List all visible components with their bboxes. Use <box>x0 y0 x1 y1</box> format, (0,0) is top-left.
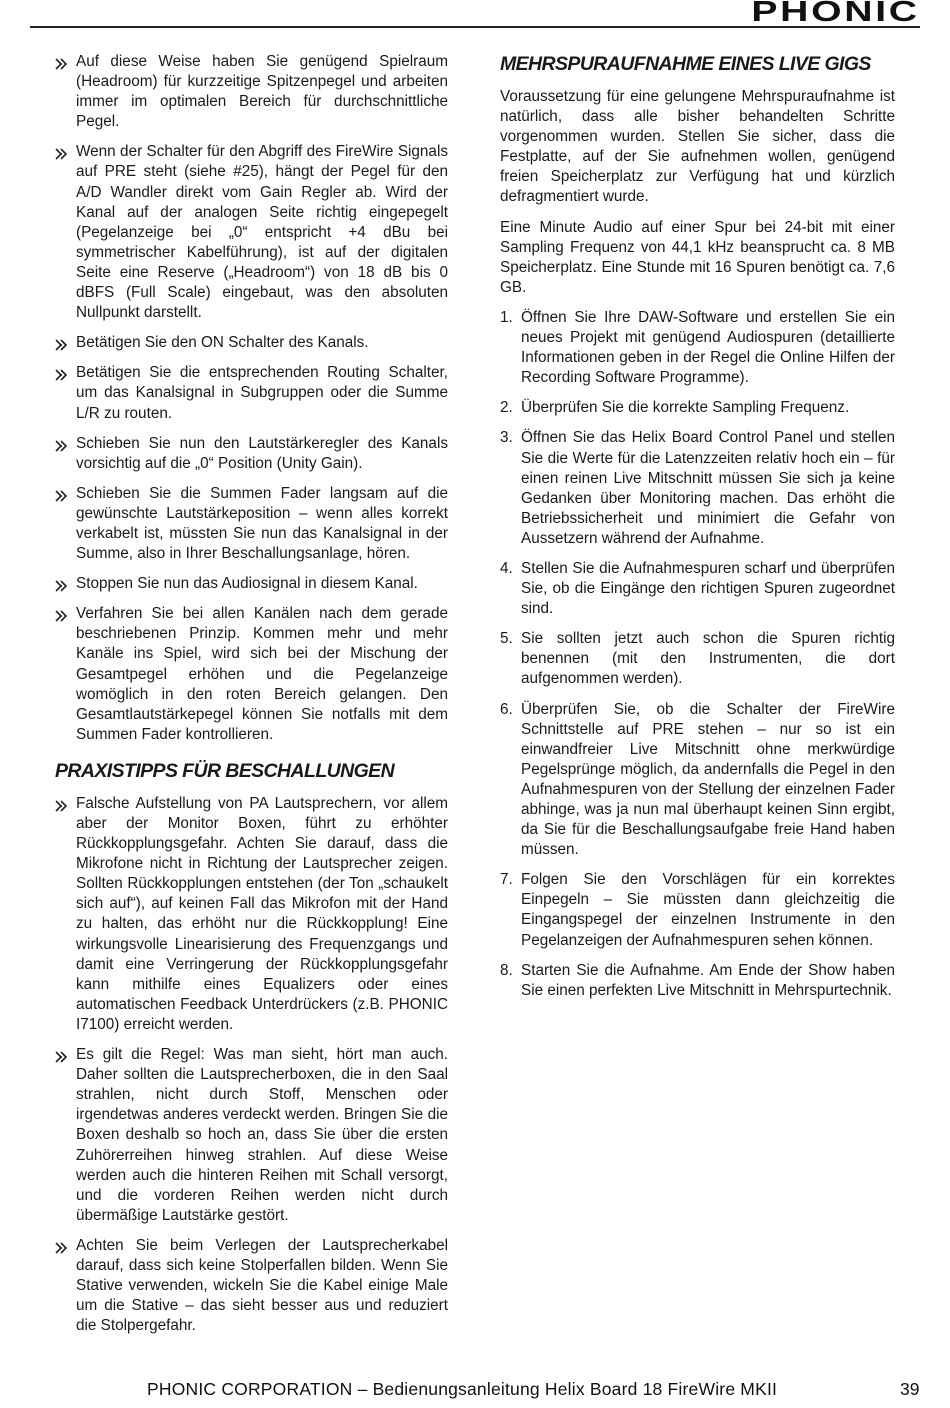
double-chevron-bullet-icon <box>55 1240 68 1252</box>
step-text: Überprüfen Sie, ob die Schalter der FireWire Schnittstelle auf PRE stehen – nur so ist ein einwandfreier Live Mitschnitt ohne merkwürdige Pegelsprünge möglich, da andernfalls die Pegel in den Aufnahmespuren von der Stellung der einzelnen Fader abhinge, was ja nun mal überhaupt keinen Sinn ergibt, da Sie für die Beschallungsaufgabe freie Hand haben müssen. <box>521 700 895 859</box>
step-item <box>500 428 895 549</box>
step-number: 5. <box>500 630 513 648</box>
bullet-text: Schieben Sie die Summen Fader langsam auf die gewünschte Lautstärkeposition – wenn alles korrekt verkabelt ist, müssten Sie nun das Kanalsignal in der Summe, also in Ihrer Beschallungsanlage, hören. <box>76 484 448 563</box>
bullet-text: Es gilt die Regel: Was man sieht, hört man auch. Daher sollten die Lautsprecherboxen, die in den Saal strahlen, nicht durch Stoff, Menschen oder irgendetwas anderes verdeckt werden. Bringen Sie die Boxen deshalb so hoch an, dass Sie über die ersten Zuhörerreihen hinweg strahlen. Auf diese Weise werden auch die hinteren Reihen mit Schall versorgt, und die vorderen Reihen werden nicht durch übermäßige Lautstärke gestört. <box>76 1046 448 1224</box>
bullet-item <box>55 52 448 132</box>
double-chevron-bullet-icon <box>55 337 68 349</box>
bullet-list-b <box>55 794 448 1336</box>
step-item <box>500 870 895 950</box>
step-item <box>500 961 895 1001</box>
bullet-text: Betätigen Sie die entsprechenden Routing Schalter, um das Kanalsignal in Subgruppen oder die Summe L/R zu routen. <box>76 364 448 422</box>
bullet-list-a <box>55 52 448 745</box>
bullet-item <box>55 794 448 1035</box>
step-item <box>500 308 895 388</box>
double-chevron-bullet-icon <box>55 146 68 158</box>
storage-paragraph: Eine Minute Audio auf einer Spur bei 24-bit mit einer Sampling Frequenz von 44,1 kHz beansprucht ca. 8 MB Speicherplatz. Eine Stunde mit 16 Spuren benötigt ca. 7,6 GB. <box>500 218 895 296</box>
bullet-item <box>55 363 448 423</box>
bullet-text: Verfahren Sie bei allen Kanälen nach dem gerade beschriebenen Prinzip. Kommen mehr und mehr Kanäle ins Spiel, wird sich bei der Mischung der Gesamtpegel erhöhen und die Pegelanzeige womöglich in den roten Bereich gelangen. Den Gesamtlautstärkepegel können Sie notfalls mit dem Summen Fader kontrollieren. <box>76 605 448 743</box>
section-title-mehrspur: MEHRSPURAUFNAHME EINES LIVE GIGS <box>500 53 871 75</box>
step-item <box>500 559 895 619</box>
steps-list <box>500 308 895 1001</box>
bullet-text: Wenn der Schalter für den Abgriff des FireWire Signals auf PRE steht (siehe #25), hängt der Pegel für den A/D Wandler direkt vom Gain Regler ab. Wird der Kanal auf der analogen Seite richtig eingepegelt (Pegelanzeige bei „0“ entspricht +4 dBu bei symmetrischer Kabelführung), ist auf der digitalen Seite eine Reserve („Headroom“) von 18 dB bis 0 dBFS (Full Scale) eingebaut, was den absoluten Nullpunkt darstellt. <box>76 143 448 322</box>
bullet-item <box>55 1236 448 1336</box>
right-column <box>500 52 895 1011</box>
step-text: Öffnen Sie Ihre DAW-Software und erstellen Sie ein neues Projekt mit genügend Audiospuren (detaillierte Informationen geben in der Regel die Online Hilfen der Recording Software Programme). <box>521 308 895 387</box>
bullet-item <box>55 333 448 353</box>
double-chevron-bullet-icon <box>55 608 68 620</box>
step-item <box>500 700 895 861</box>
double-chevron-bullet-icon <box>55 438 68 450</box>
step-text: Starten Sie die Aufnahme. Am Ende der Show haben Sie einen perfekten Live Mitschnitt in Mehrspurtechnik. <box>521 961 895 999</box>
bullet-item <box>55 604 448 745</box>
bullet-text: Auf diese Weise haben Sie genügend Spielraum (Headroom) für kurzzeitige Spitzenpegel und arbeiten immer im optimalen Bereich für durchschnittliche Pegel. <box>76 53 448 131</box>
step-text: Stellen Sie die Aufnahmespuren scharf und überprüfen Sie, ob die Eingänge den richtigen Spuren zugeordnet sind. <box>521 559 895 618</box>
bullet-item <box>55 1045 448 1226</box>
double-chevron-bullet-icon <box>55 1049 68 1061</box>
step-number: 7. <box>500 871 513 889</box>
step-text: Überprüfen Sie die korrekte Sampling Frequenz. <box>521 399 850 417</box>
step-item <box>500 629 895 689</box>
step-item <box>500 398 895 418</box>
step-number: 8. <box>500 961 513 979</box>
bullet-text: Achten Sie beim Verlegen der Lautsprecherkabel darauf, dass sich keine Stolperfallen bilden. Wenn Sie Stative verwenden, wickeln Sie die Kabel einige Male um die Stative – das sieht besser aus und reduziert die Stolpergefahr. <box>76 1236 448 1335</box>
double-chevron-bullet-icon <box>55 367 68 379</box>
intro-paragraph: Voraussetzung für eine gelungene Mehrspuraufnahme ist natürlich, dass alle bisher behandelten Schritte vorgenommen wurden. Stellen Sie sicher, dass die Festplatte, auf der Sie aufnehmen wollen, genügend freien Speicherplatz zur Verfügung hat und kürzlich defragmentiert wurde. <box>500 88 895 206</box>
step-text: Öffnen Sie das Helix Board Control Panel und stellen Sie die Werte für die Latenzzeiten relativ hoch ein – für einen reinen Live Mitschnitt müssen Sie sich ja keine Gedanken über Monitoring machen. Das erhöht die Betriebssicherheit und minimiert die Gefahr von Aussetzern während der Aufnahme. <box>521 429 895 547</box>
page-number: 39 <box>900 1379 920 1399</box>
bullet-text: Schieben Sie nun den Lautstärkeregler des Kanals vorsichtig auf die „0“ Position (Unity Gain). <box>76 434 448 472</box>
double-chevron-bullet-icon <box>55 798 68 810</box>
bullet-item <box>55 434 448 474</box>
page-header <box>30 0 920 28</box>
step-number: 6. <box>500 700 513 718</box>
section-title-praxistipps: PRAXISTIPPS FÜR BESCHALLUNGEN <box>55 759 395 782</box>
step-number: 4. <box>500 559 513 577</box>
double-chevron-bullet-icon <box>55 56 68 68</box>
step-number: 3. <box>500 429 513 447</box>
double-chevron-bullet-icon <box>55 578 68 590</box>
bullet-item <box>55 484 448 564</box>
left-column <box>55 52 448 1346</box>
bullet-item <box>55 142 448 323</box>
phonic-logo: PHONIC <box>751 0 920 28</box>
step-number: 2. <box>500 399 513 417</box>
step-text: Sie sollten jetzt auch schon die Spuren richtig benennen (mit den Instrumenten, die dort aufgenommen werden). <box>521 630 895 688</box>
step-number: 1. <box>500 308 513 326</box>
bullet-item <box>55 574 448 594</box>
double-chevron-bullet-icon <box>55 488 68 500</box>
bullet-text: Falsche Aufstellung von PA Lautsprechern, vor allem aber der Monitor Boxen, führt zu erhöhter Rückkopplungsgefahr. Achten Sie darauf, dass die Mikrofone nicht in Richtung der Lautsprecher zeigen. Sollten Rückkopplungen entstehen (der Ton „schaukelt sich auf“), auf keinen Fall das Mikrofon mit der Hand zu halten, das erhöht nur die Rückkopplung! Eine wirkungsvolle Linearisierung des Frequenzgangs und damit eine Verringerung der Rückkopplungsgefahr kann mithilfe eines Equalizers oder eines automatischen Feedback Unterdrückers (z.B. PHONIC I7100) erreicht werden. <box>76 794 448 1033</box>
step-text: Folgen Sie den Vorschlägen für ein korrektes Einpegeln – Sie müssten dann gleichzeitig die Eingangspegel der einzelnen Instrumente in den Pegelanzeigen der Aufnahmespuren sehen können. <box>521 871 895 949</box>
bullet-text: Stoppen Sie nun das Audiosignal in diesem Kanal. <box>76 575 418 593</box>
footer-text: PHONIC CORPORATION – Bedienungsanleitung Helix Board 18 FireWire MKII <box>147 1379 778 1399</box>
bullet-text: Betätigen Sie den ON Schalter des Kanals. <box>76 334 369 352</box>
